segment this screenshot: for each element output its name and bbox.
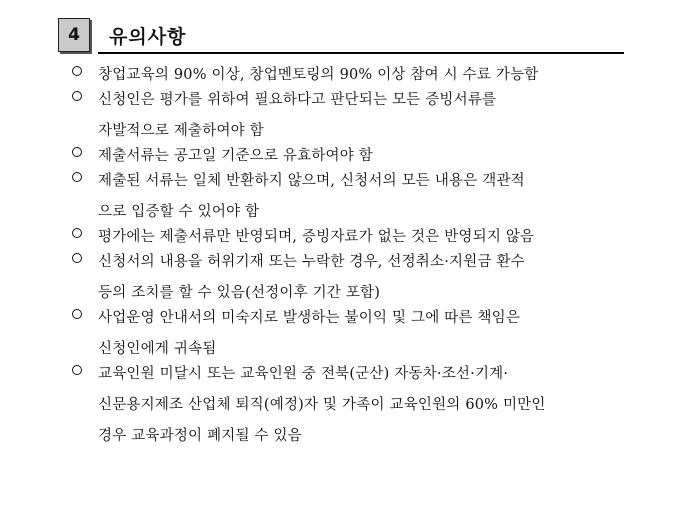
item-text: 교육인원 미달시 또는 교육인원 중 전북(군산) 자동차·조선·기계· — [98, 366, 509, 382]
item-text: 사업운영 안내서의 미숙지로 발생하는 불이익 및 그에 따른 책임은 — [98, 310, 521, 326]
item-text: 신청서의 내용을 허위기재 또는 누락한 경우, 선정취소·지원금 환수 — [98, 254, 525, 270]
circle-bullet-icon — [72, 91, 82, 101]
list-item — [72, 359, 628, 452]
item-text-continued: 등의 조치를 할 수 있음(선정이후 기간 포함) — [98, 285, 381, 301]
circle-bullet-icon — [72, 365, 82, 375]
item-text-continued: 경우 교육과정이 폐지될 수 있음 — [98, 428, 302, 444]
circle-bullet-icon — [72, 172, 82, 182]
section-number-box: 4 — [58, 18, 90, 52]
item-text-continued: 으로 입증할 수 있어야 함 — [98, 204, 260, 220]
item-text: 제출된 서류는 일체 반환하지 않으며, 신청서의 모든 내용은 객관적 — [98, 173, 525, 189]
item-text: 평가에는 제출서류만 반영되며, 증빙자료가 없는 것은 반영되지 않음 — [98, 229, 535, 245]
section-title: 유의사항 — [109, 26, 187, 48]
title-underline — [98, 52, 624, 54]
circle-bullet-icon — [72, 66, 82, 76]
list-item — [72, 247, 628, 309]
item-text: 창업교육의 90% 이상, 창업멘토링의 90% 이상 참여 시 수료 가능함 — [98, 67, 539, 83]
notice-list — [72, 66, 628, 452]
item-text-continued: 자발적으로 제출하여야 함 — [98, 123, 264, 139]
section-header — [58, 18, 624, 54]
circle-bullet-icon — [72, 309, 82, 319]
circle-bullet-icon — [72, 228, 82, 238]
item-text: 신청인은 평가를 위하여 필요하다고 판단되는 모든 증빙서류를 — [98, 92, 497, 108]
item-text-continued: 신청인에게 귀속됨 — [98, 341, 217, 357]
circle-bullet-icon — [72, 253, 82, 263]
item-text: 제출서류는 공고일 기준으로 유효하여야 함 — [98, 148, 373, 164]
list-item — [72, 166, 628, 228]
list-item — [72, 303, 628, 365]
list-item — [72, 85, 628, 147]
item-text-continued: 신문용지제조 산업체 퇴직(예정)자 및 가족이 교육인원의 60% 미만인 — [98, 397, 546, 413]
circle-bullet-icon — [72, 147, 82, 157]
